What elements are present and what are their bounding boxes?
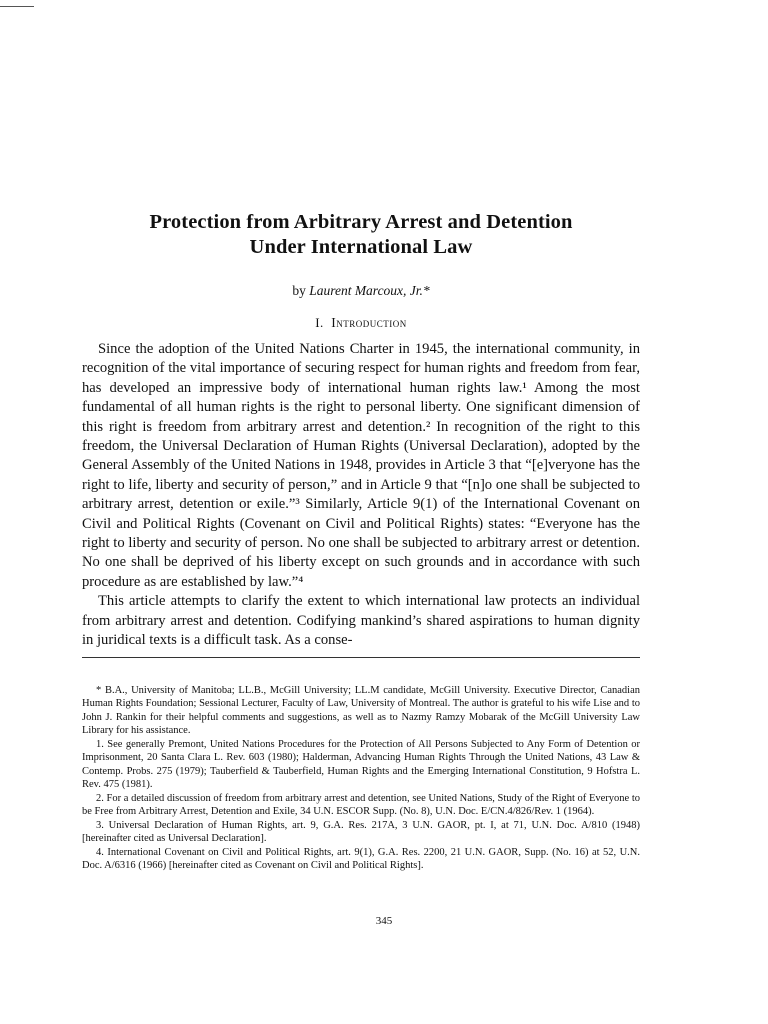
byline <box>82 282 640 300</box>
byline-prefix: by <box>292 283 306 298</box>
article-page <box>82 210 640 873</box>
footnote-author: * B.A., University of Manitoba; LL.B., McGill University; LL.M candidate, McGill University. Executive Director, Canadian Human Rights Foundation; Sessional Lecturer, Faculty of Law, University of Montreal. The author is grateful to his wife Lise and to John J. Rankin for their helpful comments and suggestions, as well as to Nazmy Ramzy Mobarak of the McGill University Law Library for his assistance. <box>82 684 640 736</box>
article-title-line-2: Under International Law <box>249 236 473 258</box>
top-edge-rule <box>0 6 34 7</box>
body-text <box>82 340 640 651</box>
body-paragraph-1: Since the adoption of the United Nations Charter in 1945, the international community, in recognition of the vital importance of securing respect for human rights and freedom from fear, has developed an impressive body of international human rights law.¹ Among the most fundamental of all human rights is the right to personal liberty. One significant dimension of this right is freedom from arbitrary arrest and detention.² In recognition of the right to this freedom, the Universal Declaration of Human Rights (Universal Declaration), adopted by the General Assembly of the United Nations in 1948, provides in Article 3 that “[e]veryone has the right to life, liberty and security of person,” and in Article 9 that “[n]o one shall be subjected to arbitrary arrest, detention or exile.”³ Similarly, Article 9(1) of the International Covenant on Civil and Political Rights (Covenant on Civil and Political Rights) states: “Everyone has the right to liberty and security of person. No one shall be subjected to arbitrary arrest or detention. No one shall be deprived of his liberty except on such grounds and in accordance with such procedure as are established by law.”⁴ <box>82 341 640 590</box>
author-name: Laurent Marcoux, Jr.* <box>309 283 430 298</box>
section-number: I. <box>315 315 324 330</box>
footnote-1: 1. See generally Premont, United Nations Procedures for the Protection of All Persons Subjected to Any Form of Detention or Imprisonment, 20 Santa Clara L. Rev. 603 (1980); Halderman, Advancing Human Rights Through the United Nations, 43 Law & Contemp. Probs. 275 (1979); Tauberfield & Tauberfield, Human Rights and the Emerging International Constitution, 9 Hofstra L. Rev. 475 (1981). <box>82 738 640 790</box>
page-number: 345 <box>375 915 393 927</box>
footnote-2: 2. For a detailed discussion of freedom from arbitrary arrest and detention, see United Nations, Study of the Right of Everyone to be Free from Arbitrary Arrest, Detention and Exile, 34 U.N. ESCOR Supp. (No. 8), U.N. Doc. E/CN.4/826/Rev. 1 (1964). <box>82 792 640 817</box>
footnotes <box>82 684 640 873</box>
article-title <box>82 210 640 260</box>
footnote-divider <box>82 657 640 658</box>
footnote-3: 3. Universal Declaration of Human Rights, art. 9, G.A. Res. 217A, 3 U.N. GAOR, pt. I, at 71, U.N. Doc. A/810 (1948) [hereinafter cited as Universal Declaration]. <box>82 819 640 844</box>
section-name: Introduction <box>331 315 407 330</box>
body-paragraph-2: This article attempts to clarify the extent to which international law protects an individual from arbitrary arrest and detention. Codifying mankind’s shared aspirations to human dignity in juridical texts is a difficult task. As a conse- <box>82 593 640 649</box>
section-heading <box>82 314 640 332</box>
article-title-line-1: Protection from Arbitrary Arrest and Detention <box>149 211 573 233</box>
footnote-4: 4. International Covenant on Civil and Political Rights, art. 9(1), G.A. Res. 2200, 21 U.N. GAOR, Supp. (No. 16) at 52, U.N. Doc. A/6316 (1966) [hereinafter cited as Covenant on Civil and Political Rights]. <box>82 846 640 871</box>
